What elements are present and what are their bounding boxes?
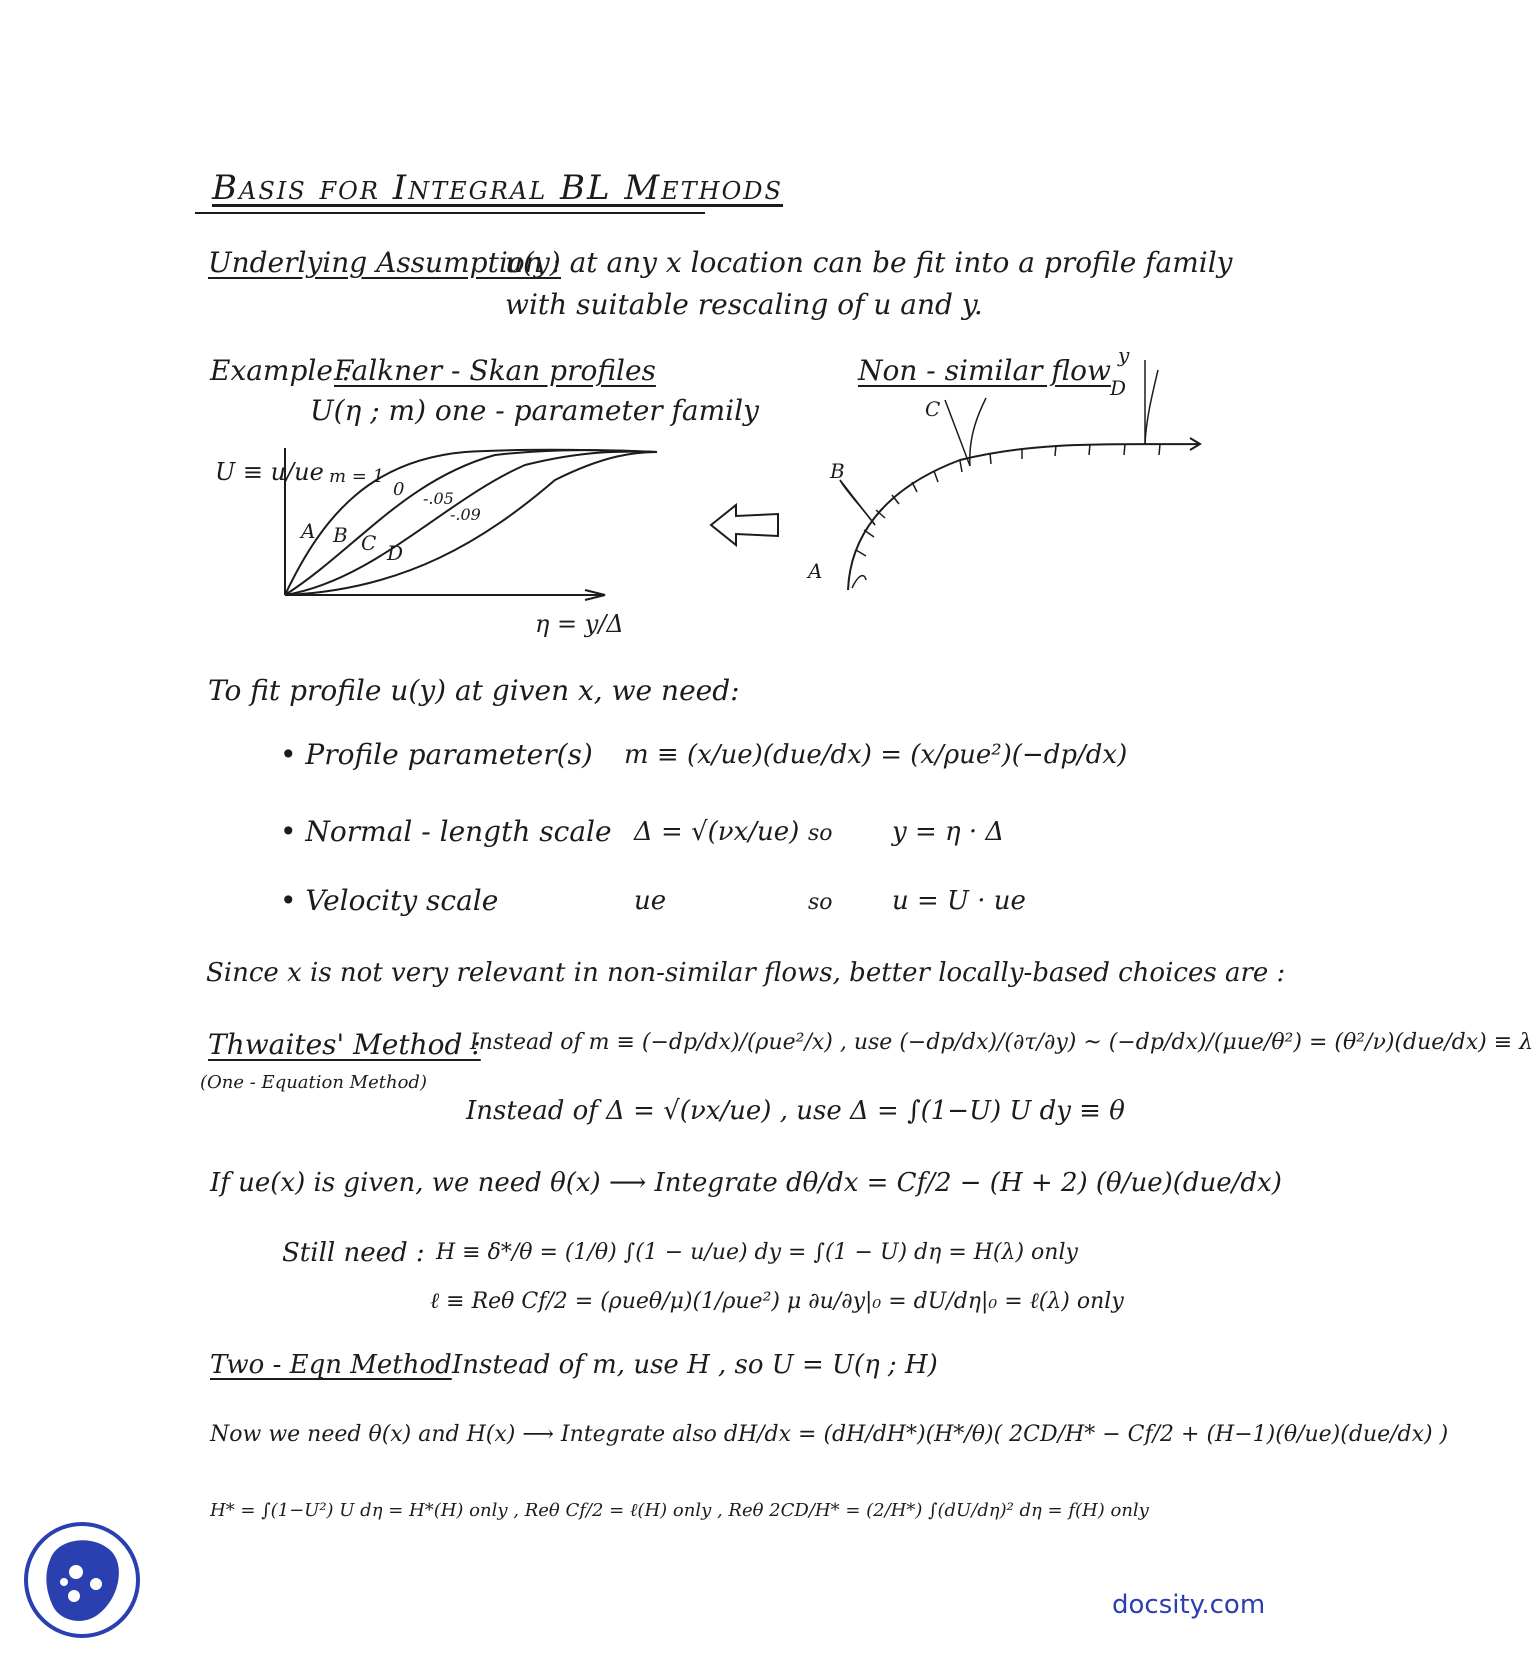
curve-label-009: -.09 bbox=[450, 505, 481, 524]
assumption-line1: u(y) at any x location can be fit into a profile family bbox=[505, 246, 1233, 279]
flow-letter-d: D bbox=[1110, 376, 1127, 400]
flow-letter-b: B bbox=[830, 459, 845, 483]
curve-label-0: 0 bbox=[393, 479, 405, 500]
title-rule bbox=[195, 212, 705, 214]
bullet-profile-parameter: • Profile parameter(s) bbox=[280, 738, 593, 771]
thwaites-eq2: Instead of Δ = √(νx/ue) , use Δ = ∫(1−U) U dy ≡ θ bbox=[466, 1096, 1125, 1126]
twoeqn-label: Two - Eqn Method bbox=[210, 1350, 452, 1380]
so-velocity: so bbox=[808, 890, 833, 915]
twoeqn-text: Instead of m, use H , so U = U(η ; H) bbox=[452, 1350, 938, 1380]
bullet-normal-length: • Normal - length scale bbox=[280, 815, 612, 848]
fit-intro: To fit profile u(y) at given x, we need: bbox=[208, 674, 740, 707]
thwaites-sub: (One - Equation Method) bbox=[200, 1072, 427, 1093]
profile-plot bbox=[205, 440, 725, 640]
given-eq: If ue(x) is given, we need θ(x) ⟶ Integrate dθ/dx = Cf/2 − (H + 2) (θ/ue)(due/dx) bbox=[210, 1168, 1282, 1198]
flow-letter-a: A bbox=[808, 559, 823, 583]
eq-velocity-scale: ue bbox=[634, 886, 667, 916]
pointing-arrow-icon bbox=[706, 500, 786, 550]
thwaites-label: Thwaites' Method : bbox=[208, 1028, 481, 1061]
still-eq1: H ≡ δ*/θ = (1/θ) ∫(1 − u/ue) dy = ∫(1 − U) dη = H(λ) only bbox=[436, 1240, 1078, 1265]
flow-letter-y: y bbox=[1118, 343, 1130, 367]
rel-normal: y = η · Δ bbox=[892, 817, 1005, 847]
profile-station-a bbox=[852, 576, 866, 588]
nonsimilar-flow-sketch bbox=[800, 340, 1210, 610]
assumption-line2: with suitable rescaling of u and y. bbox=[505, 288, 983, 321]
assumption-label: Underlying Assumption : bbox=[208, 246, 561, 279]
nonsimilar-label: Non - similar flow bbox=[858, 354, 1111, 387]
closure-eq: H* = ∫(1−U²) U dη = H*(H) only , Reθ Cf/2 = ℓ(H) only , Reθ 2CD/H* = (2/H*) ∫(dU/dη)² dη = f(H) only bbox=[210, 1500, 1149, 1521]
since-text: Since x is not very relevant in non-similar flows, better locally-based choices are : bbox=[206, 958, 1286, 988]
curve-label-m1: m = 1 bbox=[329, 466, 385, 487]
watermark-text[interactable]: docsity.com bbox=[1112, 1590, 1266, 1620]
thwaites-eq1: Instead of m ≡ (−dp/dx)/(ρue²/x) , use (−dp/dx)/(∂τ/∂y) ~ (−dp/dx)/(μue/θ²) = (θ²/ν)(due/dx) ≡ λ bbox=[470, 1030, 1533, 1055]
eq-profile-parameter: m ≡ (x/ue)(due/dx) = (x/ρue²)(−dp/dx) bbox=[624, 740, 1128, 770]
example-label: Example : bbox=[210, 354, 352, 387]
wall-curve bbox=[848, 444, 1200, 590]
curve-letter-b: B bbox=[333, 523, 348, 547]
eq-normal-length: Δ = √(νx/ue) bbox=[634, 817, 800, 847]
page-title: Basis for Integral BL Methods bbox=[212, 168, 783, 208]
example-name: Falkner - Skan profiles bbox=[334, 354, 656, 387]
still-eq2: ℓ ≡ Reθ Cf/2 = (ρueθ/μ)(1/ρue²) μ ∂u/∂y|₀ = dU/dη|₀ = ℓ(λ) only bbox=[430, 1289, 1124, 1314]
curve-letter-c: C bbox=[361, 531, 377, 555]
flow-letter-c: C bbox=[925, 397, 941, 421]
need-eq: Now we need θ(x) and H(x) ⟶ Integrate also dH/dx = (dH/dH*)(H*/θ)( 2CD/H* − Cf/2 + (H−1)(θ/ue)(due/dx) ) bbox=[210, 1422, 1449, 1447]
example-family: U(η ; m) one - parameter family bbox=[310, 394, 759, 427]
curve-label-005: -.05 bbox=[423, 489, 454, 508]
profile-station-c bbox=[945, 400, 970, 466]
curve-letter-d: D bbox=[387, 541, 404, 565]
docsity-logo bbox=[22, 1520, 142, 1640]
bullet-velocity-scale: • Velocity scale bbox=[280, 884, 499, 917]
still-label: Still need : bbox=[282, 1238, 425, 1268]
wall-hatching bbox=[856, 444, 1160, 556]
plot-xlabel: η = y/Δ bbox=[535, 610, 624, 638]
so-normal: so bbox=[808, 821, 833, 846]
rel-velocity: u = U · ue bbox=[892, 886, 1026, 916]
curve-letter-a: A bbox=[301, 519, 316, 543]
plot-ylabel: U ≡ u/ue bbox=[215, 458, 324, 486]
